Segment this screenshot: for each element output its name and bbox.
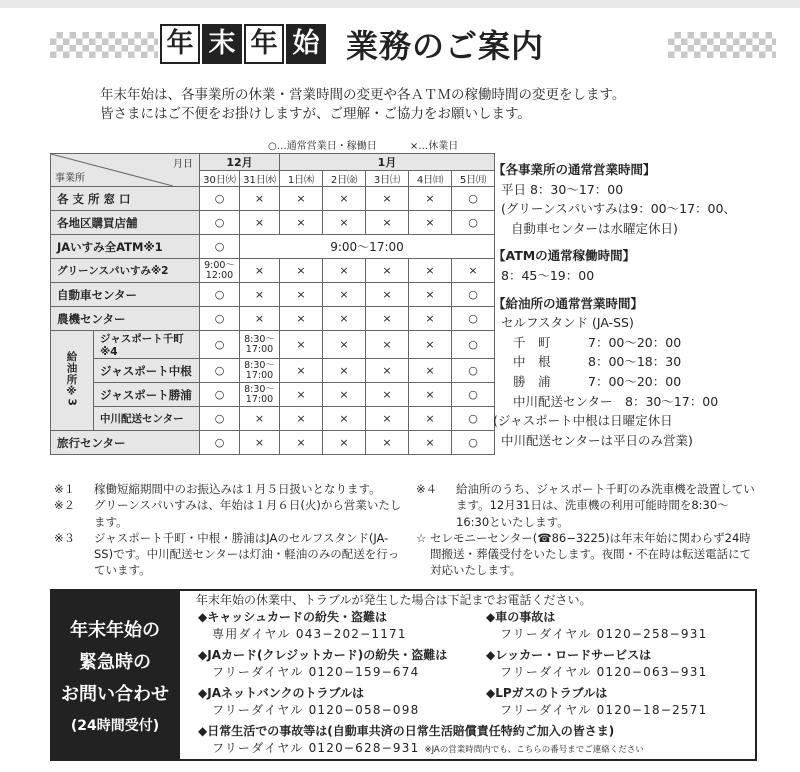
table-row: [51, 283, 495, 307]
contact-label: ◆JAネットバンクのトラブルは: [198, 686, 365, 700]
table-cell: ×: [240, 407, 280, 431]
facility-name: 自動車センター: [51, 283, 200, 307]
day-header: 5日㈪: [452, 171, 495, 187]
table-cell: ○: [200, 307, 240, 331]
table-cell: ×: [366, 331, 409, 359]
emergency-heading-box: [50, 589, 180, 761]
table-cell: ×: [409, 431, 452, 455]
table-cell: ○: [200, 211, 240, 235]
table-cell: ×: [366, 187, 409, 211]
info-line: セルフスタンド (JA-SS): [501, 315, 634, 331]
table-cell: ×: [366, 307, 409, 331]
table-cell: ×: [409, 331, 452, 359]
info-line: (ジャスポート中根は日曜定休日: [493, 413, 673, 429]
table-cell: ×: [280, 431, 323, 455]
table-cell: ×: [280, 383, 323, 407]
emergency-intro: 年末年始の休業中、トラブルが発生した場合は下記までお電話ください。: [196, 593, 592, 607]
table-cell: ×: [323, 211, 366, 235]
top-border: [0, 0, 800, 8]
legend-open: ○…通常営業日・稼働日: [268, 141, 377, 152]
table-cell: ×: [240, 187, 280, 211]
title-char-box: 年: [160, 24, 200, 64]
contact-label: ◆キャッシュカードの紛失・盗難は: [198, 610, 387, 624]
facility-name: 旅行センター: [51, 431, 200, 455]
table-cell: ×: [366, 259, 409, 283]
contact-number: フリーダイヤル 0120−18−2571: [500, 703, 708, 717]
corner-facility-label: 事業所: [55, 173, 85, 184]
note-item: [416, 481, 756, 530]
intro-line: 年末年始は、各事業所の休業・営業時間の変更や各ＡＴＭの稼働時間の変更をします。: [100, 87, 626, 103]
contact-label: ◆日常生活での事故等は(自動車共済の日常生活賠償責任特約ご加入の皆さま): [198, 724, 615, 738]
facility-name: 各支所窓口: [51, 187, 200, 211]
table-cell: ×: [409, 407, 452, 431]
table-cell: ×: [240, 211, 280, 235]
note-item: [54, 481, 404, 497]
note-key: ※４: [416, 482, 438, 496]
table-cell: ○: [452, 431, 495, 455]
table-cell: ×: [409, 359, 452, 383]
info-line: (グリーンスパいすみは9：00〜17：00、: [501, 201, 736, 217]
note-key: ※３: [54, 530, 76, 545]
table-row: [51, 431, 495, 455]
table-cell: ×: [366, 211, 409, 235]
table-cell: ×: [366, 283, 409, 307]
table-cell: ×: [366, 359, 409, 383]
table-cell: ×: [280, 283, 323, 307]
notes-right: [416, 481, 756, 579]
table-cell: ○: [200, 407, 240, 431]
month-header-dec: 12月: [200, 154, 280, 171]
emergency-contact: [198, 647, 447, 681]
legend-closed: ×…休業日: [409, 141, 459, 152]
table-cell: ○: [200, 359, 240, 383]
facility-name: ジャスポート勝浦: [94, 383, 200, 407]
table-cell: ×: [240, 307, 280, 331]
table-cell: ×: [452, 259, 495, 283]
info-line: 中川配送センターは平日のみ営業): [501, 432, 693, 448]
day-header: 4日㈰: [409, 171, 452, 187]
title-char-box: 末: [202, 24, 242, 64]
contact-number: フリーダイヤル 0120−628−931 ※JAの営業時間内でも、こちらの番号までご連絡ください: [212, 741, 644, 755]
day-header: 1日㈭: [280, 171, 323, 187]
note-key: ※２: [54, 498, 76, 513]
table-row: [51, 307, 495, 331]
emergency-heading-line: 緊急時の: [79, 652, 151, 673]
table-cell: ×: [409, 211, 452, 235]
table-cell: ○: [452, 187, 495, 211]
info-line: 千 町 7：00〜20：00: [513, 334, 682, 350]
emergency-contact: [486, 647, 707, 681]
table-cell: ×: [323, 359, 366, 383]
schedule-table: [50, 153, 495, 455]
contact-number: フリーダイヤル 0120−058−098: [212, 703, 420, 717]
title-char-box: 始: [286, 24, 326, 64]
table-cell: 8:30〜 17:00: [240, 383, 280, 407]
info-heading: 【給油所の通常営業時間】: [493, 295, 644, 311]
table-cell: ×: [323, 407, 366, 431]
table-cell: ×: [240, 431, 280, 455]
contact-label: ◆レッカー・ロードサービスは: [486, 648, 652, 662]
table-cell: ×: [409, 383, 452, 407]
table-row: [51, 407, 495, 431]
table-cell: ○: [452, 331, 495, 359]
table-cell: ×: [409, 307, 452, 331]
info-line: 中川配送センター 8：30〜17：00: [513, 393, 719, 409]
info-line: 平日 8：30〜17：00: [501, 181, 624, 197]
contact-number: 専用ダイヤル 043−202−1171: [212, 627, 407, 641]
emergency-contact: [486, 685, 707, 719]
legend: [268, 137, 488, 152]
info-line: 中 根 8：00〜18：30: [513, 354, 682, 370]
table-row: [51, 187, 495, 211]
atm-time-cell: 9:00〜17:00: [240, 235, 495, 259]
table-cell: ×: [323, 283, 366, 307]
day-header: 2日㈮: [323, 171, 366, 187]
table-cell: ×: [323, 259, 366, 283]
day-header: 3日㈯: [366, 171, 409, 187]
contact-number: フリーダイヤル 0120−063−931: [500, 665, 708, 679]
table-cell: ×: [280, 331, 323, 359]
table-cell: ×: [366, 407, 409, 431]
info-line: 自動車センターは水曜定休日): [511, 220, 678, 236]
checker-decoration-left: [50, 32, 158, 58]
note-text: 給油所のうち、ジャスポート千町のみ洗車機を設置しています。12月31日は、洗車機の利用可能時間を8:30〜16:30といたします。: [456, 482, 755, 529]
emergency-heading-sub: (24時間受付): [70, 718, 160, 734]
table-cell: ×: [323, 383, 366, 407]
table-row: [51, 331, 495, 359]
note-text: 稼働短縮期間中のお振込みは１月５日扱いとなります。: [94, 482, 381, 496]
note-key: ※１: [54, 482, 76, 496]
contact-footnote: ※JAの営業時間内でも、こちらの番号までご連絡ください: [424, 745, 644, 755]
table-cell: ×: [240, 283, 280, 307]
table-cell: ○: [452, 359, 495, 383]
day-header: 31日㈬: [240, 171, 280, 187]
facility-name: ジャスポート千町※4: [94, 331, 200, 359]
note-text: グリーンスパいすみは、年始は１月６日(火)から営業いたします。: [94, 498, 402, 529]
table-row: [51, 383, 495, 407]
table-cell: ○: [452, 307, 495, 331]
facility-name: ジャスポート中根: [94, 359, 200, 383]
table-corner: [51, 154, 200, 187]
emergency-heading-line: 年末年始の: [70, 620, 160, 641]
table-cell: ○: [200, 431, 240, 455]
page-title: [160, 22, 544, 66]
checker-decoration-right: [668, 32, 776, 58]
info-heading: 【ATMの通常稼働時間】: [493, 248, 636, 264]
note-item: [416, 530, 756, 579]
facility-name: 中川配送センター: [94, 407, 200, 431]
intro-text: [100, 86, 625, 124]
note-item: [54, 530, 404, 579]
contact-label: ◆車の事故は: [486, 610, 556, 624]
table-cell: ×: [280, 211, 323, 235]
business-hours-info: [493, 160, 758, 460]
table-cell: ○: [200, 235, 240, 259]
facility-name: 各地区購買店舗: [51, 211, 200, 235]
table-cell: ○: [200, 187, 240, 211]
info-heading: 【各事業所の通常営業時間】: [493, 162, 656, 177]
contact-label: ◆JAカード(クレジットカード)の紛失・盗難は: [198, 648, 448, 662]
day-header: 30日㈫: [200, 171, 240, 187]
contact-number: フリーダイヤル 0120−159−674: [212, 665, 420, 679]
table-cell: ×: [409, 259, 452, 283]
facility-name: JAいすみ全ATM※1: [51, 235, 200, 259]
table-cell: ×: [240, 259, 280, 283]
emergency-contact: [198, 685, 419, 719]
info-line: 8：45〜19：00: [501, 267, 595, 283]
table-cell: ○: [200, 383, 240, 407]
note-text: セレモニーセンター(☎86−3225)は年末年始に関わらず24時間搬送・葬儀受付をいたします。夜間・不在時は転送電話にて対応いたします。: [430, 530, 752, 578]
note-item: [54, 497, 404, 530]
notes-left: [54, 481, 404, 579]
table-cell: ×: [280, 187, 323, 211]
table-cell: ○: [452, 211, 495, 235]
emergency-contact: [198, 723, 753, 759]
table-cell: ×: [280, 259, 323, 283]
contact-label: ◆LPガスのトラブルは: [486, 686, 608, 700]
table-cell: ×: [409, 283, 452, 307]
table-cell: ×: [280, 407, 323, 431]
table-row: [51, 359, 495, 383]
table-cell: 8:30〜 17:00: [240, 359, 280, 383]
title-char-box: 年: [244, 24, 284, 64]
table-cell: ○: [452, 283, 495, 307]
corner-month-label: 月日: [173, 159, 193, 170]
note-key: ☆: [416, 530, 427, 545]
table-cell: ○: [452, 407, 495, 431]
table-cell: ×: [280, 307, 323, 331]
table-row: [51, 259, 495, 283]
table-cell: ○: [200, 331, 240, 359]
table-cell: ×: [323, 431, 366, 455]
emergency-heading-line: お問い合わせ: [61, 684, 169, 705]
gas-station-group-label: 給油所※3: [51, 331, 94, 431]
table-cell: 9:00〜 12:00: [200, 259, 240, 283]
info-line: 勝 浦 7：00〜20：00: [513, 373, 682, 389]
facility-name: グリーンスパいすみ※2: [51, 259, 200, 283]
table-cell: ×: [323, 307, 366, 331]
facility-name: 農機センター: [51, 307, 200, 331]
contact-number: フリーダイヤル 0120−258−931: [500, 627, 708, 641]
table-row: [51, 235, 495, 259]
table-cell: 8:30〜 17:00: [240, 331, 280, 359]
table-cell: ×: [280, 359, 323, 383]
table-cell: ○: [200, 283, 240, 307]
table-cell: ×: [323, 187, 366, 211]
title-main-text: 業務のご案内: [346, 27, 545, 65]
table-cell: ×: [409, 187, 452, 211]
table-cell: ×: [366, 383, 409, 407]
emergency-contact: [198, 609, 407, 643]
note-text: ジャスポート千町・中根・勝浦はJAのセルフスタンド(JA-SS)です。中川配送センターは灯油・軽油のみの配送を行っています。: [94, 530, 400, 578]
table-cell: ×: [366, 431, 409, 455]
emergency-contact: [486, 609, 707, 643]
table-cell: ×: [323, 331, 366, 359]
table-cell: ○: [452, 383, 495, 407]
intro-line: 皆さまにはご不便をお掛けしますが、ご理解・ご協力をお願いします。: [100, 106, 531, 122]
month-header-jan: 1月: [280, 154, 495, 171]
table-row: [51, 211, 495, 235]
